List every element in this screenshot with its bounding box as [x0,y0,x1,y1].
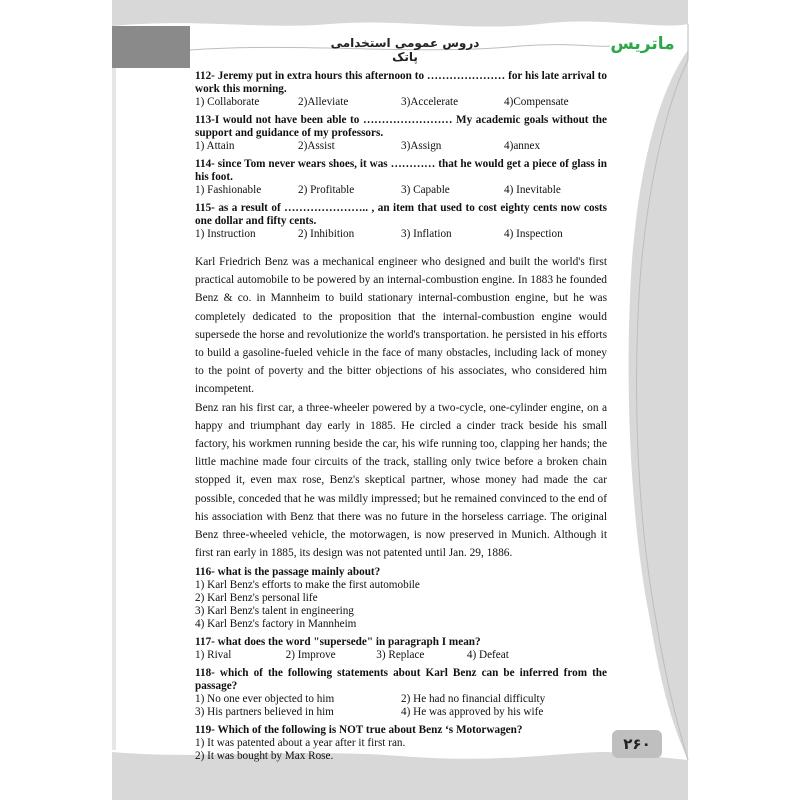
question-stem: 117- what does the word "supersede" in paragraph I mean? [195,636,481,649]
options-row [195,140,607,153]
option: 3) Capable [401,184,450,196]
options-row [195,228,607,241]
option: 2) It was bought by Max Rose. [195,750,334,763]
question-118 [195,667,607,719]
option: 2)Assist [298,140,335,152]
option: 1) Karl Benz's efforts to make the first automobile [195,579,420,592]
question-stem: 119- Which of the following is NOT true about Benz ‘s Motorwagen? [195,724,523,737]
question-stem: 115- as a result of ………………….. , an item that used to cost eighty cents now costs one dollar and fifty cents. [195,202,607,227]
question-119 [195,724,607,763]
options-row [195,184,607,197]
option: 2) Inhibition [298,228,355,240]
option: 1) Rival [195,649,232,662]
options-row [195,649,607,662]
option: 3) Inflation [401,228,452,240]
page-number: ۲۶۰ [623,735,651,753]
option: 2) Karl Benz's personal life [195,592,318,605]
question-stem: 114- since Tom never wears shoes, it was ………… that he would get a piece of glass in his foot. [195,158,607,183]
option: 1) Fashionable [195,184,262,196]
option: 1) Collaborate [195,96,260,108]
option: 1) Instruction [195,228,256,240]
option: 3)Assign [401,140,442,152]
question-stem: 112- Jeremy put in extra hours this afternoon to ………………… for his late arrival to work this morning. [195,70,607,95]
option: 2) He had no financial difficulty [401,693,546,706]
option: 3) Karl Benz's talent in engineering [195,605,354,618]
passage-paragraph: Karl Friedrich Benz was a mechanical engineer who designed and built the world's first practical automobile to be powered by an internal-combustion engine. In 1883 he founded Benz & co. in Mannheim to build stationary internal-combustion engine, but he was completely dedicated to the proposition that the internal-combustion engine would supersede the horse and revolutionize the world's transportation. he persisted in his efforts to build a gasoline-fueled vehicle in the face of many obstacles, including lack of money to the point of poverty and the bitter objections of his associates, who considered him incompetent. [195,256,607,396]
options-row [195,96,607,109]
question-112 [195,70,607,109]
option: 3) Replace [376,649,425,662]
question-stem: 113-I would not have been able to …………………… My academic goals without the support and guidance of my professors. [195,114,607,139]
page-content [195,70,607,768]
option: 4) Defeat [466,649,509,662]
option: 4)Compensate [504,96,569,108]
options-grid [195,693,607,719]
option: 4) He was approved by his wife [401,706,544,719]
sidebar-band [629,0,688,760]
header-block [112,26,190,68]
option: 1) No one ever objected to him [195,693,335,706]
passage-paragraph: Benz ran his first car, a three-wheeler powered by a two-cycle, one-cylinder engine, on a happy and triumphant day early in 1885. He circled a cinder track beside his small factory, his workmen running beside the car, his wife running too, clapping her hands; the little machine made four circuits of the track, stalling only twice before a broken chain stopped it, even max rose, Benz's skeptical partner, whose money had made the car possible, conceded that he was mildly impressed; but he remained convinced to the end of his association with Benz that there was no future in the horseless carriage. The original Benz three-wheeled vehicle, the motorwagen, is now preserved in Munich. Although it first ran early in 1885, its design was not patented until Jan. 29, 1886. [195,401,607,560]
option: 4) Karl Benz's factory in Mannheim [195,618,357,631]
option: 2)Alleviate [298,96,349,108]
question-stem: 118- which of the following statements about Karl Benz can be inferred from the passage? [195,667,607,693]
question-115 [195,202,607,241]
reading-passage [195,253,607,562]
logo: ماتریس [610,34,675,54]
option: 4)annex [504,140,541,152]
header-title: دروس عمومی استخدامی پاتک [330,36,480,64]
option: 1) It was patented about a year after it first ran. [195,737,406,750]
question-113 [195,114,607,153]
option: 3)Accelerate [401,96,459,108]
option: 2) Improve [285,649,336,662]
question-stem: 116- what is the passage mainly about? [195,566,381,579]
question-114 [195,158,607,197]
option: 3) His partners believed in him [195,706,334,719]
option: 2) Profitable [298,184,355,196]
option: 4) Inevitable [504,184,561,196]
option: 1) Attain [195,140,235,152]
question-117 [195,636,607,662]
question-116 [195,566,607,631]
option: 4) Inspection [504,228,563,240]
